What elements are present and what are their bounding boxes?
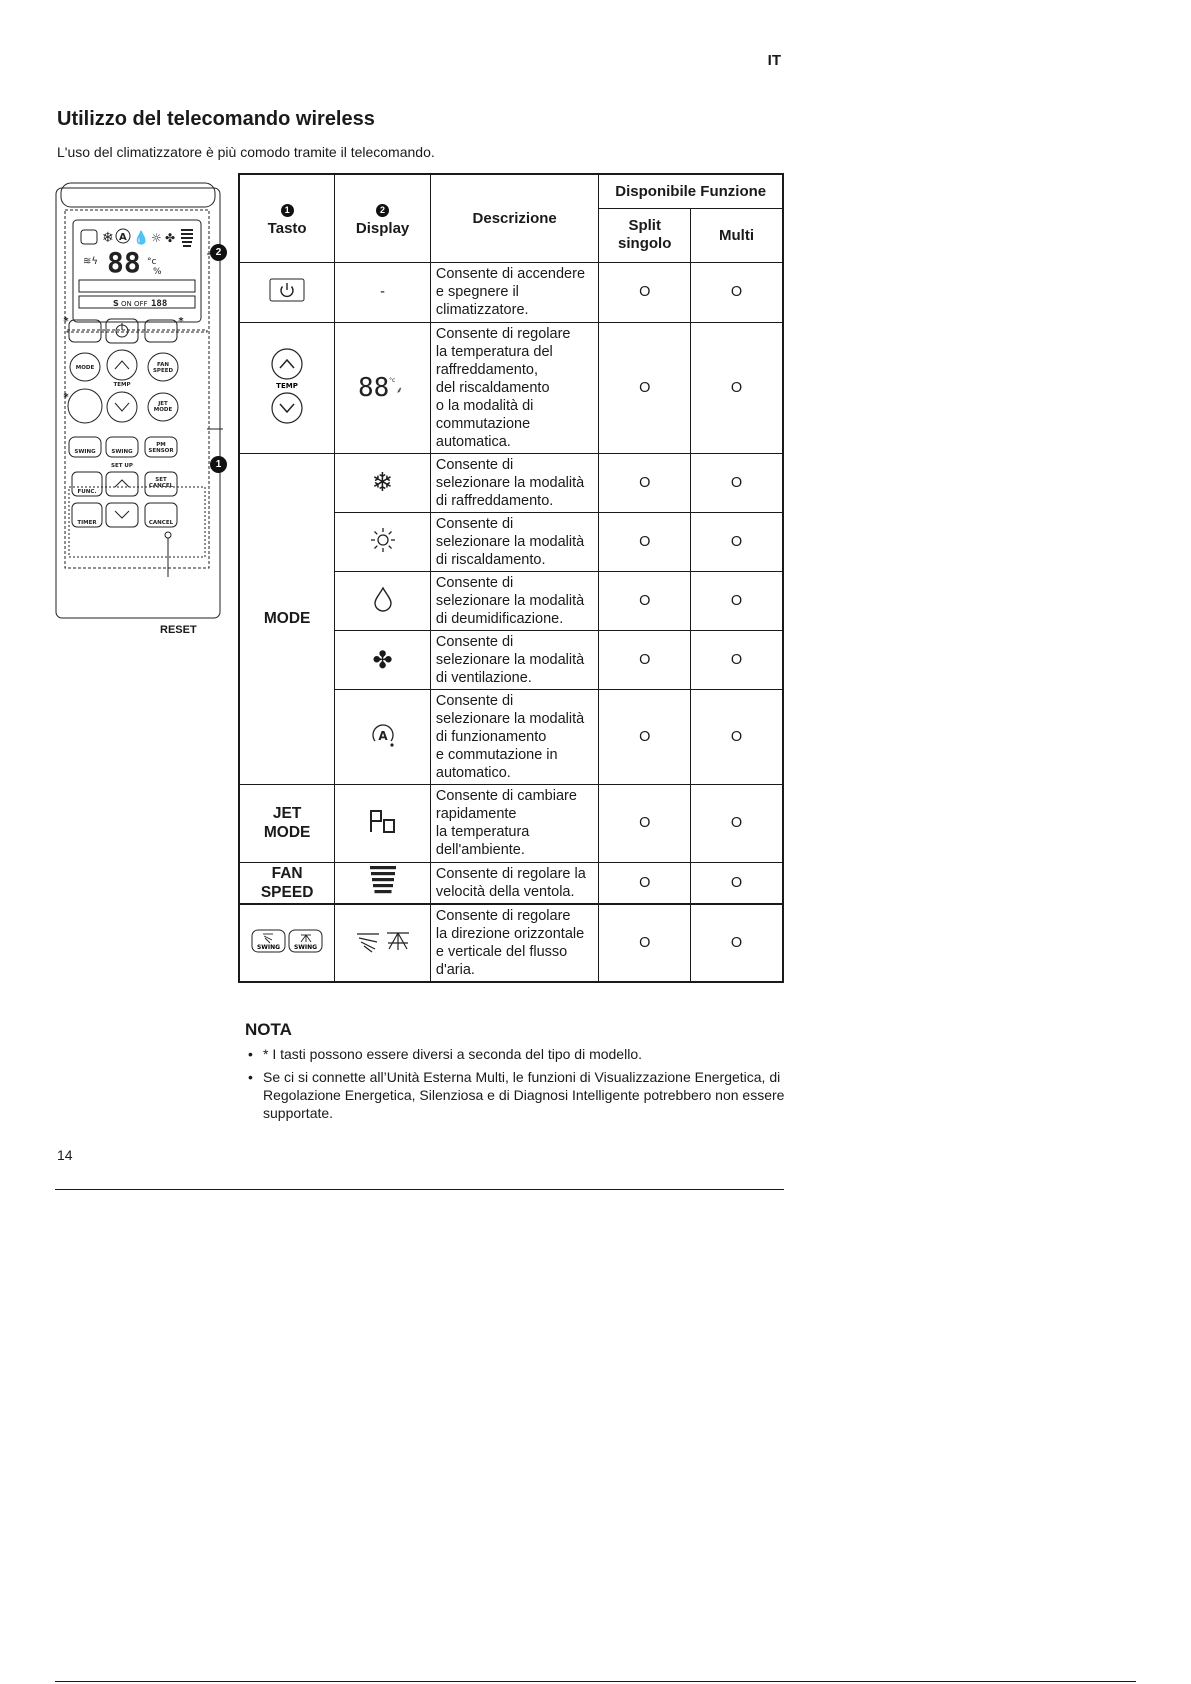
- split-cell: O: [599, 322, 691, 453]
- split-cell: O: [599, 262, 691, 322]
- svg-text:S: S: [113, 299, 119, 308]
- display-cell: [335, 453, 431, 512]
- svg-text:°c: °c: [388, 376, 395, 384]
- multi-cell: O: [691, 512, 783, 571]
- nota-item: • Se ci si connette all’Unità Esterna Multi, le funzioni di Visualizzazione Energetica, di Regolazione Energetica, Silenziosa e di Diagnosi Intelligente potrebbero non essere supportate.: [245, 1068, 785, 1122]
- svg-text:188: 188: [151, 299, 168, 309]
- temp-up-button: [107, 350, 137, 380]
- svg-text:MODE: MODE: [153, 407, 173, 413]
- table-row: [239, 262, 783, 322]
- page-title: Utilizzo del telecomando wireless: [57, 108, 375, 130]
- fan-icon: ✤: [372, 645, 393, 674]
- svg-text:≋ϟ: ≋ϟ: [83, 256, 98, 267]
- jet-mode-display-icon: [368, 808, 398, 834]
- desc-cell: Consente di accendere e spegnere il climatizzatore.: [430, 262, 599, 322]
- header-multi: Multi: [691, 208, 783, 262]
- svg-text:💧: 💧: [133, 231, 150, 246]
- svg-text:A: A: [377, 728, 388, 743]
- header-display-num: 2: [376, 204, 389, 217]
- water-drop-icon: [372, 586, 394, 612]
- power-button: [106, 319, 138, 343]
- header-descrizione: Descrizione: [430, 174, 599, 262]
- svg-text:ON OFF: ON OFF: [121, 300, 148, 308]
- svg-text:FUNC.: FUNC.: [77, 489, 97, 495]
- power-button-icon: [269, 278, 305, 302]
- reset-label: RESET: [160, 624, 197, 636]
- display-cell: [335, 784, 431, 862]
- svg-text:SET: SET: [155, 477, 167, 483]
- reset-hole: [165, 532, 171, 538]
- header-display: [335, 174, 431, 262]
- remote-top-cap: [61, 183, 215, 207]
- svg-text:SENSOR: SENSOR: [148, 448, 174, 454]
- blank-round-button: [68, 389, 102, 423]
- svg-text:88: 88: [357, 372, 389, 401]
- svg-text:A: A: [119, 232, 127, 243]
- svg-text:JET: JET: [158, 401, 168, 407]
- display-cell: -: [335, 262, 431, 322]
- display-cell: [335, 322, 431, 453]
- svg-text:TEMP: TEMP: [113, 382, 131, 388]
- header-disponibile: Disponibile Funzione: [599, 174, 783, 208]
- svg-text:❄: ❄: [102, 230, 114, 246]
- svg-text:°c: °c: [147, 257, 157, 267]
- page-subtitle: L'uso del climatizzatore è più comodo tramite il telecomando.: [57, 144, 435, 160]
- split-cell: O: [599, 630, 691, 689]
- svg-text:TIMER: TIMER: [77, 520, 97, 526]
- table-row: [239, 904, 783, 982]
- footer-divider: [55, 1189, 784, 1190]
- split-cell: O: [599, 784, 691, 862]
- table-row: [239, 784, 783, 862]
- swing-label-v: SWING: [294, 944, 318, 951]
- svg-text:*: *: [63, 316, 69, 327]
- mode-key-cell: MODE: [239, 453, 335, 784]
- svg-text:SET UP: SET UP: [111, 463, 133, 469]
- swing-buttons-icon: [251, 928, 323, 954]
- split-cell: O: [599, 512, 691, 571]
- desc-cell: Consente di selezionare la modalità di funzionamento e commutazione in automatico.: [430, 689, 599, 784]
- svg-text:88: 88: [107, 246, 141, 279]
- desc-cell: Consente di regolare la velocità della ventola.: [430, 862, 599, 904]
- svg-text:☼: ☼: [151, 231, 162, 245]
- svg-text:*: *: [178, 316, 184, 327]
- tasto-cell: [239, 262, 335, 322]
- header-split: Split singolo: [599, 208, 691, 262]
- table-row: [239, 322, 783, 453]
- auto-mode-icon: [369, 721, 397, 749]
- split-cell: O: [599, 571, 691, 630]
- multi-cell: O: [691, 262, 783, 322]
- setup-up-button: [106, 472, 138, 496]
- svg-text:MODE: MODE: [75, 365, 95, 371]
- page-number: 14: [57, 1147, 73, 1163]
- split-cell: O: [599, 689, 691, 784]
- callout-display: 2: [210, 244, 227, 261]
- desc-cell: Consente di selezionare la modalità di raffreddamento.: [430, 453, 599, 512]
- multi-cell: O: [691, 322, 783, 453]
- lcd-symbols: [79, 229, 195, 309]
- language-code: IT: [767, 52, 781, 69]
- desc-cell: Consente di cambiare rapidamente la temperatura dell'ambiente.: [430, 784, 599, 862]
- display-cell: [335, 904, 431, 982]
- swing-label-h: SWING: [257, 944, 281, 951]
- svg-text:SWING: SWING: [74, 449, 96, 455]
- svg-text:%: %: [153, 267, 162, 277]
- header-tasto-num: 1: [281, 204, 294, 217]
- swing-direction-icon: [355, 929, 411, 953]
- svg-text:CANCEL: CANCEL: [148, 483, 174, 489]
- svg-text:✤: ✤: [165, 231, 176, 245]
- display-cell: [335, 862, 431, 904]
- blank-button-right: [145, 320, 177, 342]
- tasto-cell: [239, 322, 335, 453]
- split-cell: O: [599, 862, 691, 904]
- svg-text:FAN: FAN: [157, 362, 169, 368]
- svg-text:*: *: [63, 392, 69, 403]
- table-row: [239, 862, 783, 904]
- display-cell: [335, 689, 431, 784]
- split-cell: O: [599, 904, 691, 982]
- fan-speed-bars-icon: [370, 865, 396, 897]
- multi-cell: O: [691, 862, 783, 904]
- temp-buttons-icon: [267, 348, 307, 424]
- nota-heading: NOTA: [245, 1020, 292, 1039]
- multi-cell: O: [691, 784, 783, 862]
- function-table: [238, 173, 784, 983]
- table-row: [239, 453, 783, 512]
- svg-text:PM: PM: [156, 442, 166, 448]
- svg-text:CANCEL: CANCEL: [148, 520, 174, 526]
- desc-cell: Consente di selezionare la modalità di riscaldamento.: [430, 512, 599, 571]
- temp-label: TEMP: [276, 381, 298, 390]
- multi-cell: O: [691, 453, 783, 512]
- svg-text:SWING: SWING: [111, 449, 133, 455]
- nota-list: [245, 1045, 785, 1127]
- header-tasto: [239, 174, 335, 262]
- split-cell: O: [599, 453, 691, 512]
- desc-cell: Consente di regolare la temperatura del raffreddamento, del riscaldamento o la modalità di commutazione automatica.: [430, 322, 599, 453]
- svg-text:⸙: ⸙: [395, 385, 403, 396]
- temperature-digits-icon: [358, 371, 408, 401]
- desc-cell: Consente di selezionare la modalità di ventilazione.: [430, 630, 599, 689]
- multi-cell: O: [691, 904, 783, 982]
- blank-button-left: [69, 320, 101, 342]
- header-display-label: Display: [355, 219, 410, 237]
- header-tasto-label: Tasto: [267, 219, 307, 237]
- tasto-cell: [239, 904, 335, 982]
- display-cell: [335, 630, 431, 689]
- fan-speed-key-cell: FAN SPEED: [239, 862, 335, 904]
- multi-cell: O: [691, 571, 783, 630]
- svg-text:SPEED: SPEED: [152, 368, 174, 374]
- multi-cell: O: [691, 630, 783, 689]
- sun-icon: [370, 527, 396, 553]
- bottom-divider: [55, 1681, 1136, 1682]
- desc-cell: Consente di selezionare la modalità di deumidificazione.: [430, 571, 599, 630]
- callout-buttons: 1: [210, 456, 227, 473]
- multi-cell: O: [691, 689, 783, 784]
- display-cell: [335, 512, 431, 571]
- snowflake-icon: ❄: [371, 467, 394, 498]
- jet-mode-key-cell: JET MODE: [239, 784, 335, 862]
- temp-down-button: [107, 392, 137, 422]
- nota-item: • * I tasti possono essere diversi a seconda del tipo di modello.: [245, 1045, 785, 1063]
- display-cell: [335, 571, 431, 630]
- setup-down-button: [106, 503, 138, 527]
- desc-cell: Consente di regolare la direzione orizzontale e verticale del flusso d'aria.: [430, 904, 599, 982]
